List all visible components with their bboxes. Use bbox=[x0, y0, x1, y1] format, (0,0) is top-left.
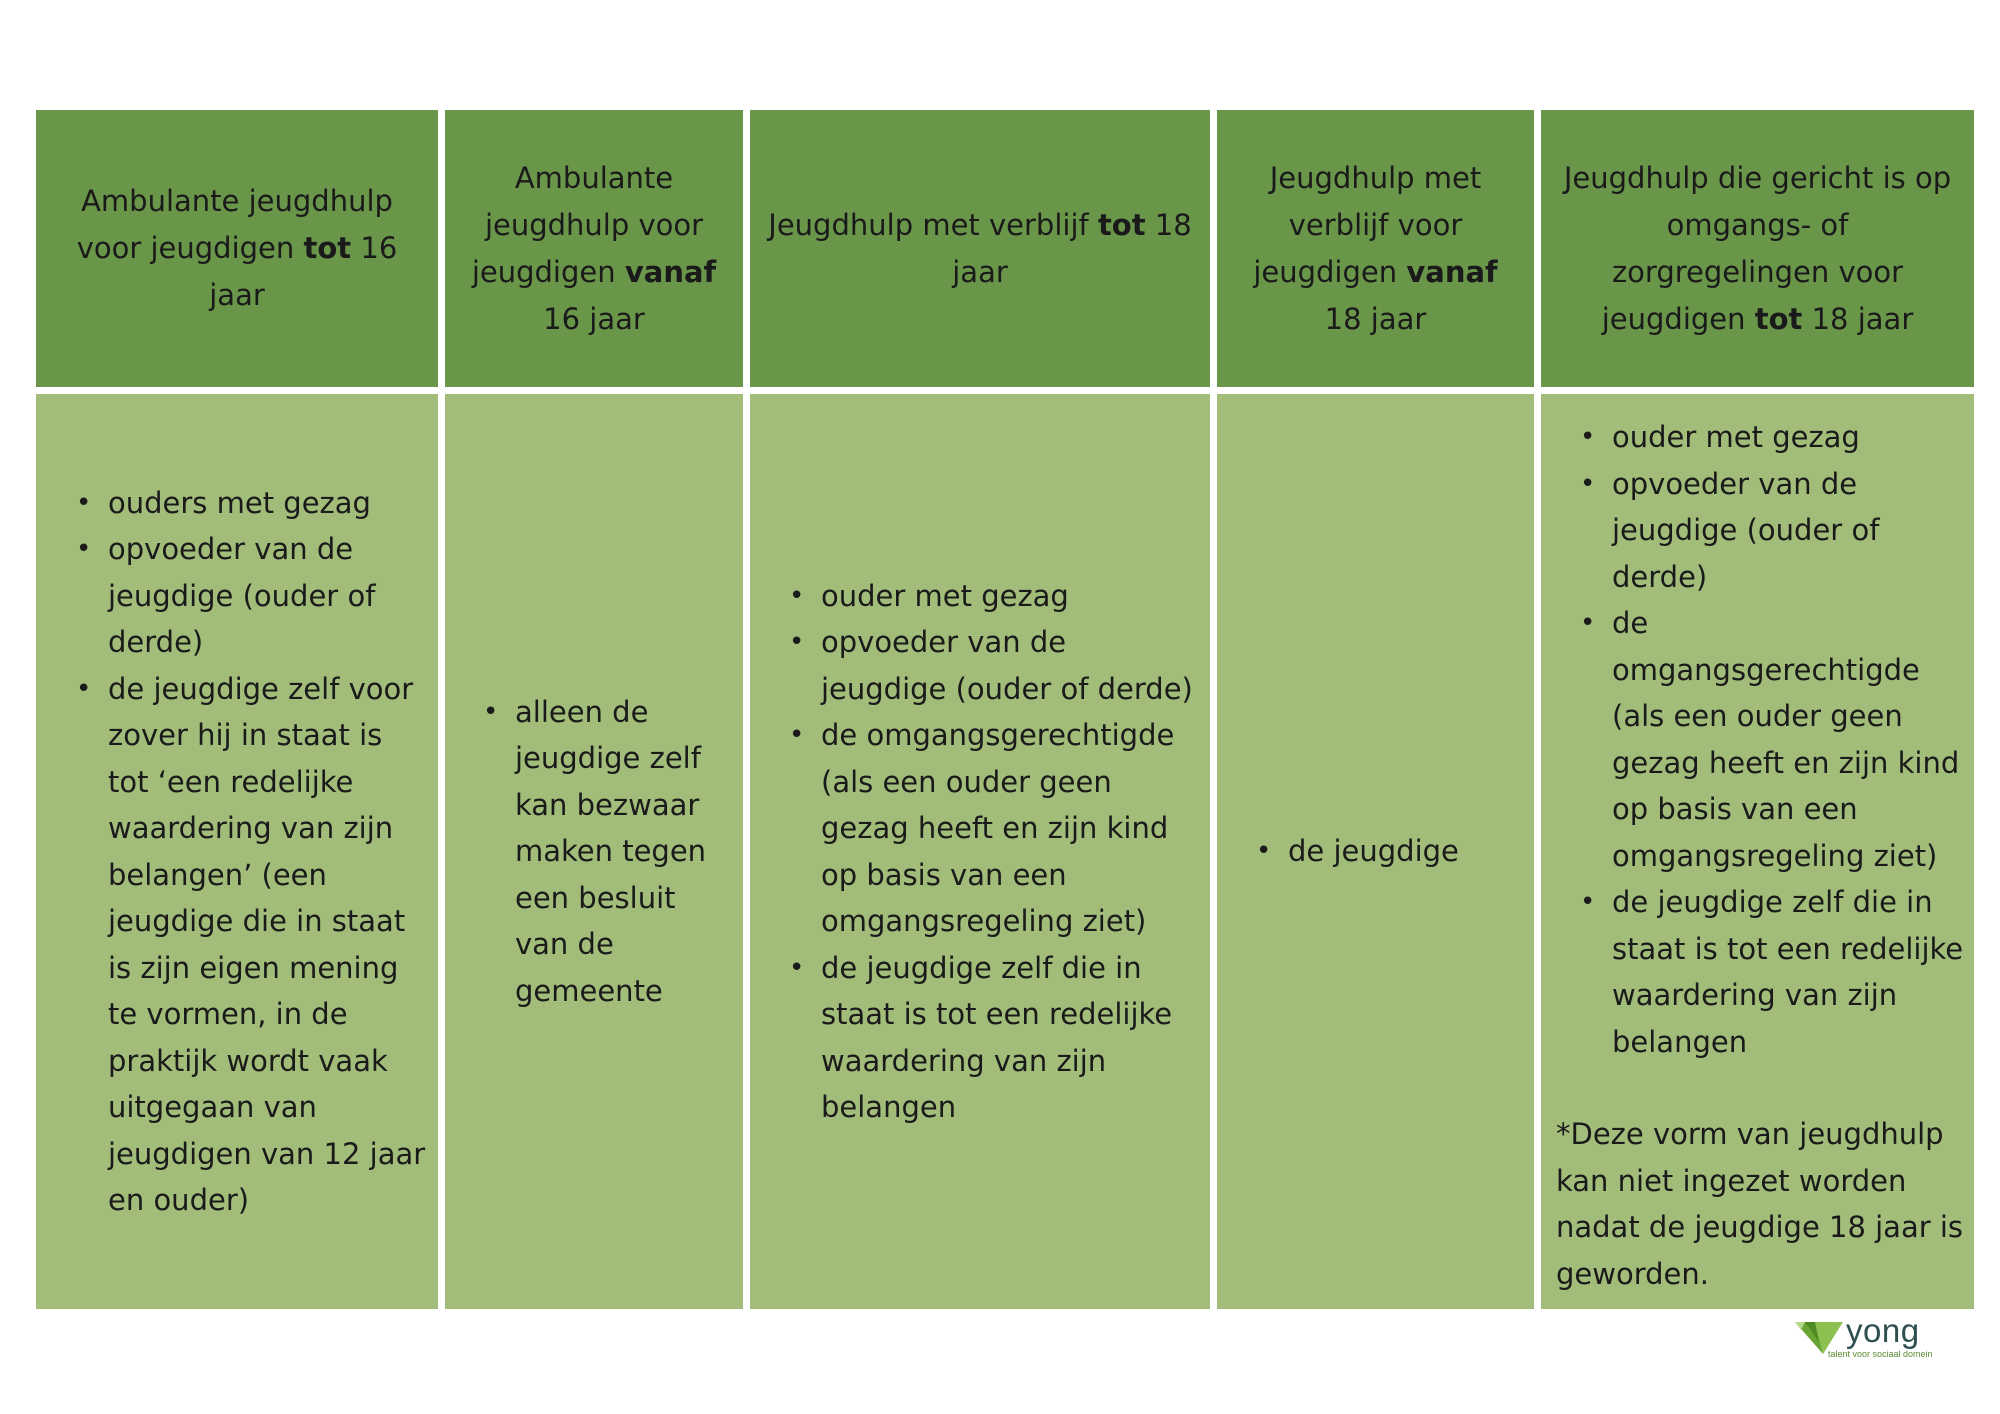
header-cell-1: Ambulante jeugdhulp voor jeugdigen tot 16 jaar bbox=[36, 110, 438, 387]
bullet-list bbox=[1217, 828, 1524, 875]
comparison-table bbox=[36, 110, 1974, 1308]
list-item: • opvoeder van de jeugdige (ouder of derde) bbox=[1612, 461, 1964, 601]
body-cell-5 bbox=[1541, 394, 1974, 1309]
list-item: • de jeugdige zelf die in staat is tot een redelijke waardering van zijn belangen bbox=[821, 945, 1200, 1131]
list-item: • de jeugdige zelf voor zover hij in staat is tot ‘een redelijke waardering van zijn belangen’ (een jeugdige die in staat is zijn eigen mening te vormen, in de praktijk wordt vaak uitgegaan van jeugdigen van 12 jaar en ouder) bbox=[108, 666, 428, 1224]
list-item: • ouder met gezag bbox=[821, 573, 1200, 620]
body-cell-1 bbox=[36, 394, 438, 1309]
body-cell-2 bbox=[445, 394, 743, 1309]
header-cell-3: Jeugdhulp met verblijf tot 18 jaar bbox=[750, 110, 1210, 387]
footnote: *Deze vorm van jeugdhulp kan niet ingezet worden nadat de jeugdige 18 jaar is geworden. bbox=[1556, 1117, 1964, 1291]
header-cell-5: Jeugdhulp die gericht is op omgangs- of zorgregelingen voor jeugdigen tot 18 jaar bbox=[1541, 110, 1974, 387]
bullet-list bbox=[1541, 414, 1964, 1065]
logo-wordmark: yong bbox=[1846, 1312, 1920, 1349]
bullet-list bbox=[750, 573, 1200, 1131]
list-item: • opvoeder van de jeugdige (ouder of derde) bbox=[108, 526, 428, 666]
list-item: • ouder met gezag bbox=[1612, 414, 1964, 461]
list-item: • opvoeder van de jeugdige (ouder of derde) bbox=[821, 619, 1200, 712]
list-item: • de omgangsgerechtigde (als een ouder geen gezag heeft en zijn kind op basis van een omgangsregeling ziet) bbox=[821, 712, 1200, 945]
body-cell-4 bbox=[1217, 394, 1534, 1309]
yong-logo bbox=[1793, 1312, 1933, 1366]
bullet-list bbox=[36, 480, 428, 1224]
header-cell-2: Ambulante jeugdhulp voor jeugdigen vanaf 16 jaar bbox=[445, 110, 743, 387]
list-item: • de jeugdige bbox=[1288, 828, 1524, 875]
header-cell-4: Jeugdhulp met verblijf voor jeugdigen vanaf 18 jaar bbox=[1217, 110, 1534, 387]
bullet-list bbox=[445, 689, 733, 1015]
list-item: • alleen de jeugdige zelf kan bezwaar maken tegen een besluit van de gemeente bbox=[515, 689, 733, 1015]
body-cell-3 bbox=[750, 394, 1210, 1309]
list-item: • de jeugdige zelf die in staat is tot een redelijke waardering van zijn belangen bbox=[1612, 879, 1964, 1065]
list-item: • de omgangsgerechtigde (als een ouder geen gezag heeft en zijn kind op basis van een omgangsregeling ziet) bbox=[1612, 600, 1964, 879]
logo-tagline: talent voor sociaal domein bbox=[1828, 1349, 1933, 1359]
list-item: • ouders met gezag bbox=[108, 480, 428, 527]
